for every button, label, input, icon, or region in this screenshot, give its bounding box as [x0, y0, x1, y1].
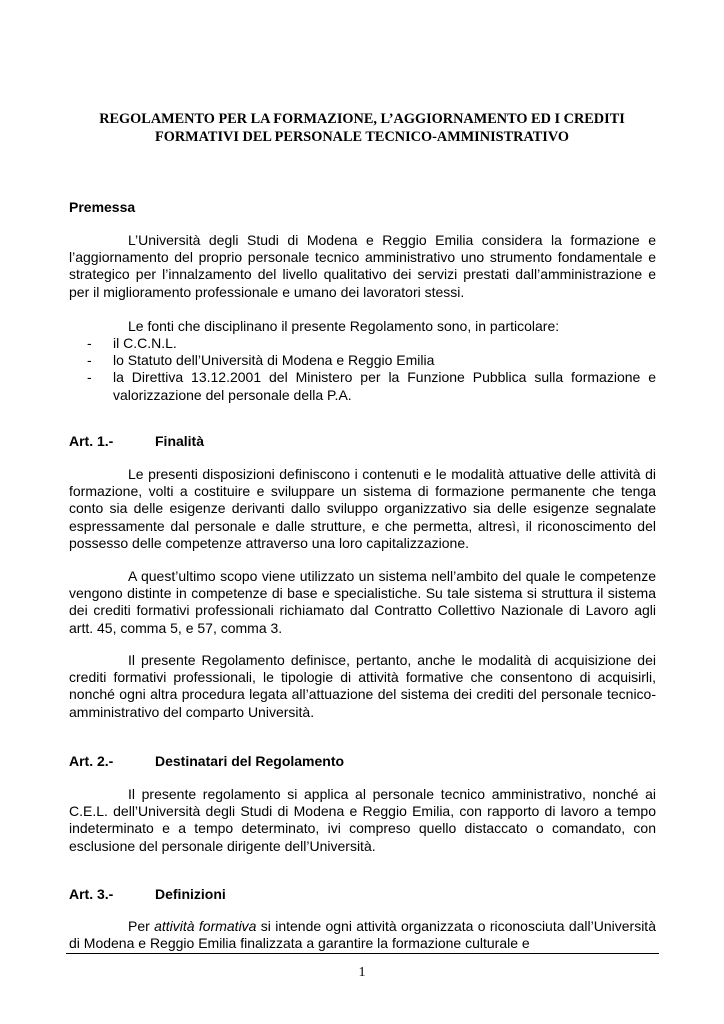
art2-paragraph-1: Il presente regolamento si applica al personale tecnico amministrativo, nonché ai C.E.L. dell’Università degli Studi di Modena e Reggio Emilia, con rapporto di lavoro a tempo indeterminato e a tempo determinato, ivi compreso quello distaccato o comandato, con esclusione del personale dirigente dell’Università. [69, 786, 656, 854]
page-number: 1 [358, 965, 366, 980]
footer-rule [66, 953, 659, 954]
art3-paragraph-1: Per attività formativa si intende ogni attività organizzata o riconosciuta dall’Università di Modena e Reggio Emilia finalizzata a garantire la formazione culturale e [69, 918, 656, 952]
art1-title: Finalità [155, 433, 205, 449]
art2-heading [69, 753, 344, 770]
list-dash: - [87, 369, 92, 386]
premessa-heading [69, 199, 135, 216]
art1-paragraph-2: A quest’ultimo scopo viene utilizzato un sistema nell’ambito del quale le competenze vengono distinte in competenze di base e specialistiche. Su tale sistema si struttura il sistema dei crediti formativi professionali richiamato dal Contratto Collettivo Nazionale di Lavoro agli artt. 45, comma 5, e 57, comma 3. [69, 568, 656, 636]
art2-title: Destinatari del Regolamento [155, 753, 345, 769]
premessa-paragraph-1: L’Università degli Studi di Modena e Reggio Emilia considera la formazione e l’aggiornamento del proprio personale tecnico amministrativo uno strumento fondamentale e strategico per l’innalzamento del livello qualitativo dei servizi prestati dall’amministrazione e per il miglioramento professionale e umano dei lavoratori stessi. [69, 232, 656, 300]
document-title: REGOLAMENTO PER LA FORMAZIONE, L’AGGIORNAMENTO ED I CREDITI FORMATIVI DEL PERSONALE TECNICO-AMMINISTRATIVO [99, 111, 625, 145]
list-item: - la Direttiva 13.12.2001 del Ministero per la Funzione Pubblica sulla formazione e valorizzazione del personale della P.A. [87, 369, 656, 403]
premessa-heading-text: Premessa [69, 199, 136, 215]
art3-heading [69, 886, 226, 903]
art1-paragraph-1: Le presenti disposizioni definiscono i contenuti e le modalità attuative delle attività di formazione, volti a costituire e sviluppare un sistema di formazione permanente che tenga conto sia delle esigenze derivanti dallo sviluppo organizzativo sia delle esigenze segnalate espressamente dal personale e dalle strutture, e che permetta, altresì, il riconoscimento del possesso delle competenze attraverso una loro capitalizzazione. [69, 466, 656, 551]
art2-number: Art. 2.- [69, 753, 114, 769]
art1-heading [69, 433, 204, 450]
art1-paragraph-3: Il presente Regolamento definisce, pertanto, anche le modalità di acquisizione dei crediti formativi professionali, le tipologie di attività formative che consentono di acquisirli, nonché ogni altra procedura legata all’attuazione del sistema dei crediti del personale tecnico-amministrativo del comparto Università. [69, 652, 656, 720]
art3-number: Art. 3.- [69, 886, 114, 902]
list-dash: - [87, 335, 92, 351]
sources-list [87, 335, 656, 404]
list-item: - lo Statuto dell’Università di Modena e Reggio Emilia [87, 352, 435, 369]
list-item: - il C.C.N.L. [87, 335, 177, 351]
art1-number: Art. 1.- [69, 433, 114, 449]
term-attivita-formativa: attività formativa [154, 918, 257, 934]
list-dash: - [87, 352, 92, 369]
art3-title: Definizioni [155, 886, 226, 902]
premessa-paragraph-2: Le fonti che disciplinano il presente Regolamento sono, in particolare: [128, 318, 560, 334]
